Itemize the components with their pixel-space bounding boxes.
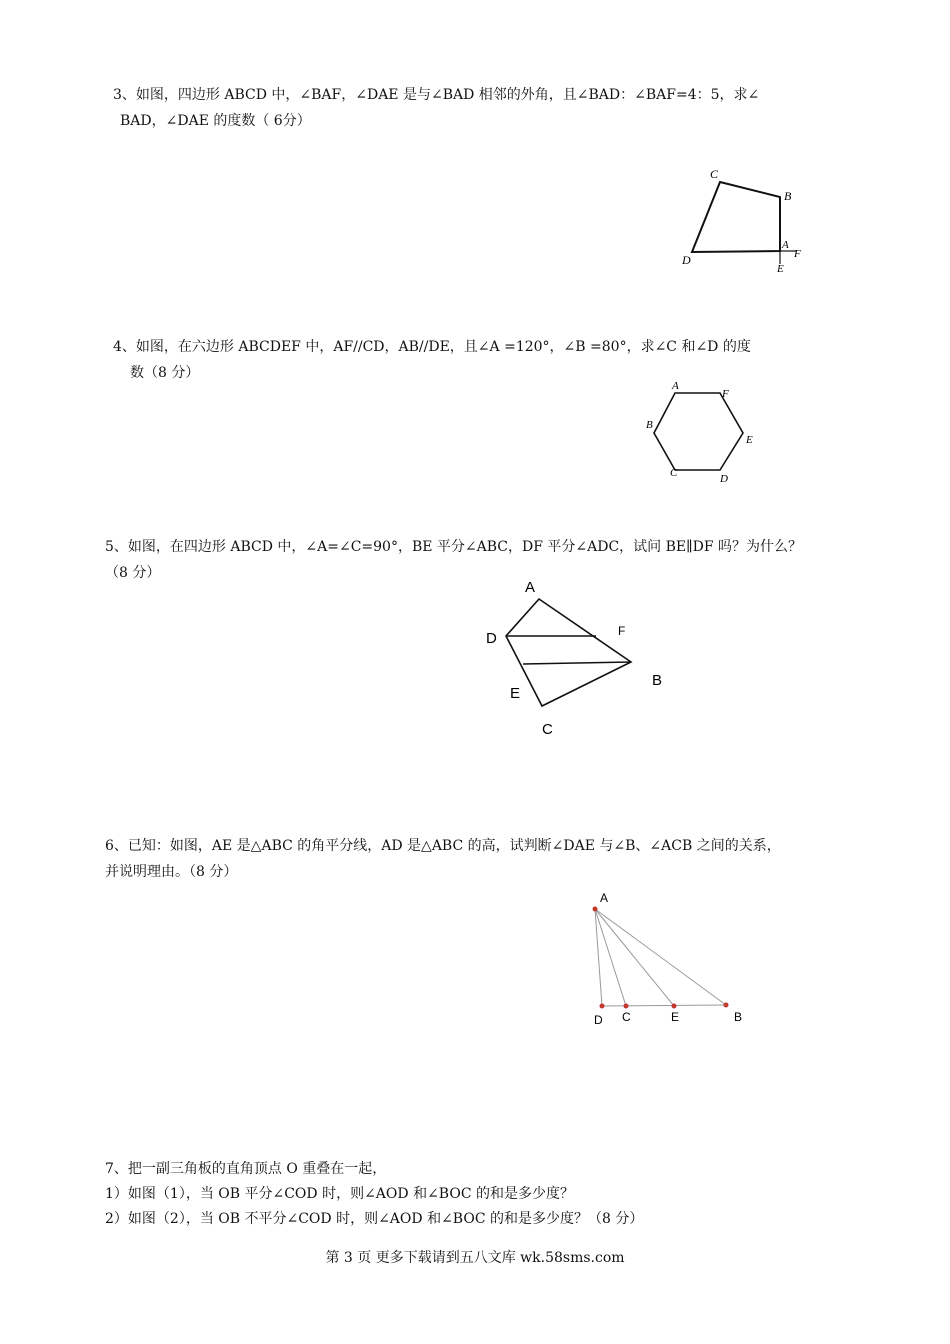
q5-figure-quadrilateral — [480, 575, 680, 745]
q6-point-a — [593, 907, 598, 912]
q5-text-line1: 5、如图，在四边形 ABCD 中，∠A=∠C=90°，BE 平分∠ABC，DF 平分∠ADC，试问 BE∥DF 吗？为什么？ — [105, 539, 802, 555]
q4-label-c: C — [670, 467, 678, 479]
q6-text-line1: 6、已知：如图，AE 是△ABC 的角平分线，AD 是△ABC 的高，试判断∠DAE 与∠B、∠ACB 之间的关系， — [105, 838, 781, 854]
q4-label-a: A — [672, 380, 679, 392]
q6-label-b: B — [734, 1010, 743, 1024]
q6-label-e: E — [671, 1010, 680, 1024]
page-footer: 第 3 页 更多下载请到五八文库 wk.58sms.com — [325, 1250, 625, 1266]
q5-label-e: E — [510, 685, 521, 702]
q6-point-c — [624, 1004, 629, 1009]
q6-figure-triangle — [580, 890, 760, 1030]
q6-point-d — [600, 1004, 605, 1009]
q4-label-d: D — [720, 473, 728, 485]
q3-label-c: C — [710, 167, 719, 181]
q3-label-b: B — [784, 189, 792, 203]
q5-label-f: F — [618, 624, 626, 638]
q6-label-d: D — [594, 1013, 603, 1027]
q4-label-f: F — [722, 388, 729, 400]
q3-text-line1: 3、如图，四边形 ABCD 中，∠BAF，∠DAE 是与∠BAD 相邻的外角，且∠BAD：∠BAF=4：5，求∠ — [113, 87, 760, 103]
q4-label-e: E — [746, 434, 753, 446]
q6-label-a: A — [600, 891, 609, 905]
q6-text-line2: 并说明理由。（8 分） — [105, 864, 238, 880]
q6-point-b — [724, 1003, 729, 1008]
q5-text-line2: （8 分） — [105, 565, 161, 581]
q3-label-d: D — [682, 253, 691, 267]
q4-figure-hexagon — [640, 375, 770, 490]
q4-label-b: B — [646, 419, 653, 431]
q3-figure-quadrilateral — [670, 160, 810, 280]
q3-label-f: F — [794, 248, 801, 260]
q7-text-line2: 1）如图（1），当 OB 平分∠COD 时，则∠AOD 和∠BOC 的和是多少度？ — [105, 1186, 574, 1202]
q5-label-d: D — [486, 630, 497, 647]
q5-label-a: A — [525, 579, 536, 596]
q7-text-line1: 7、把一副三角板的直角顶点 O 重叠在一起， — [105, 1161, 387, 1177]
q5-label-b: B — [652, 672, 663, 689]
q6-label-c: C — [622, 1010, 631, 1024]
q6-point-e — [672, 1004, 677, 1009]
q5-label-c: C — [542, 721, 553, 738]
q4-text-line1: 4、如图，在六边形 ABCDEF 中，AF//CD，AB//DE，且∠A =120°，∠B =80°，求∠C 和∠D 的度 — [113, 339, 751, 355]
q3-label-a: A — [782, 239, 789, 251]
q3-label-e: E — [777, 263, 784, 275]
q4-text-line2: 数（8 分） — [130, 365, 200, 381]
q3-text-line2: BAD，∠DAE 的度数（ 6分） — [120, 113, 311, 129]
q7-text-line3: 2）如图（2），当 OB 不平分∠COD 时，则∠AOD 和∠BOC 的和是多少度？（8 分） — [105, 1211, 644, 1227]
